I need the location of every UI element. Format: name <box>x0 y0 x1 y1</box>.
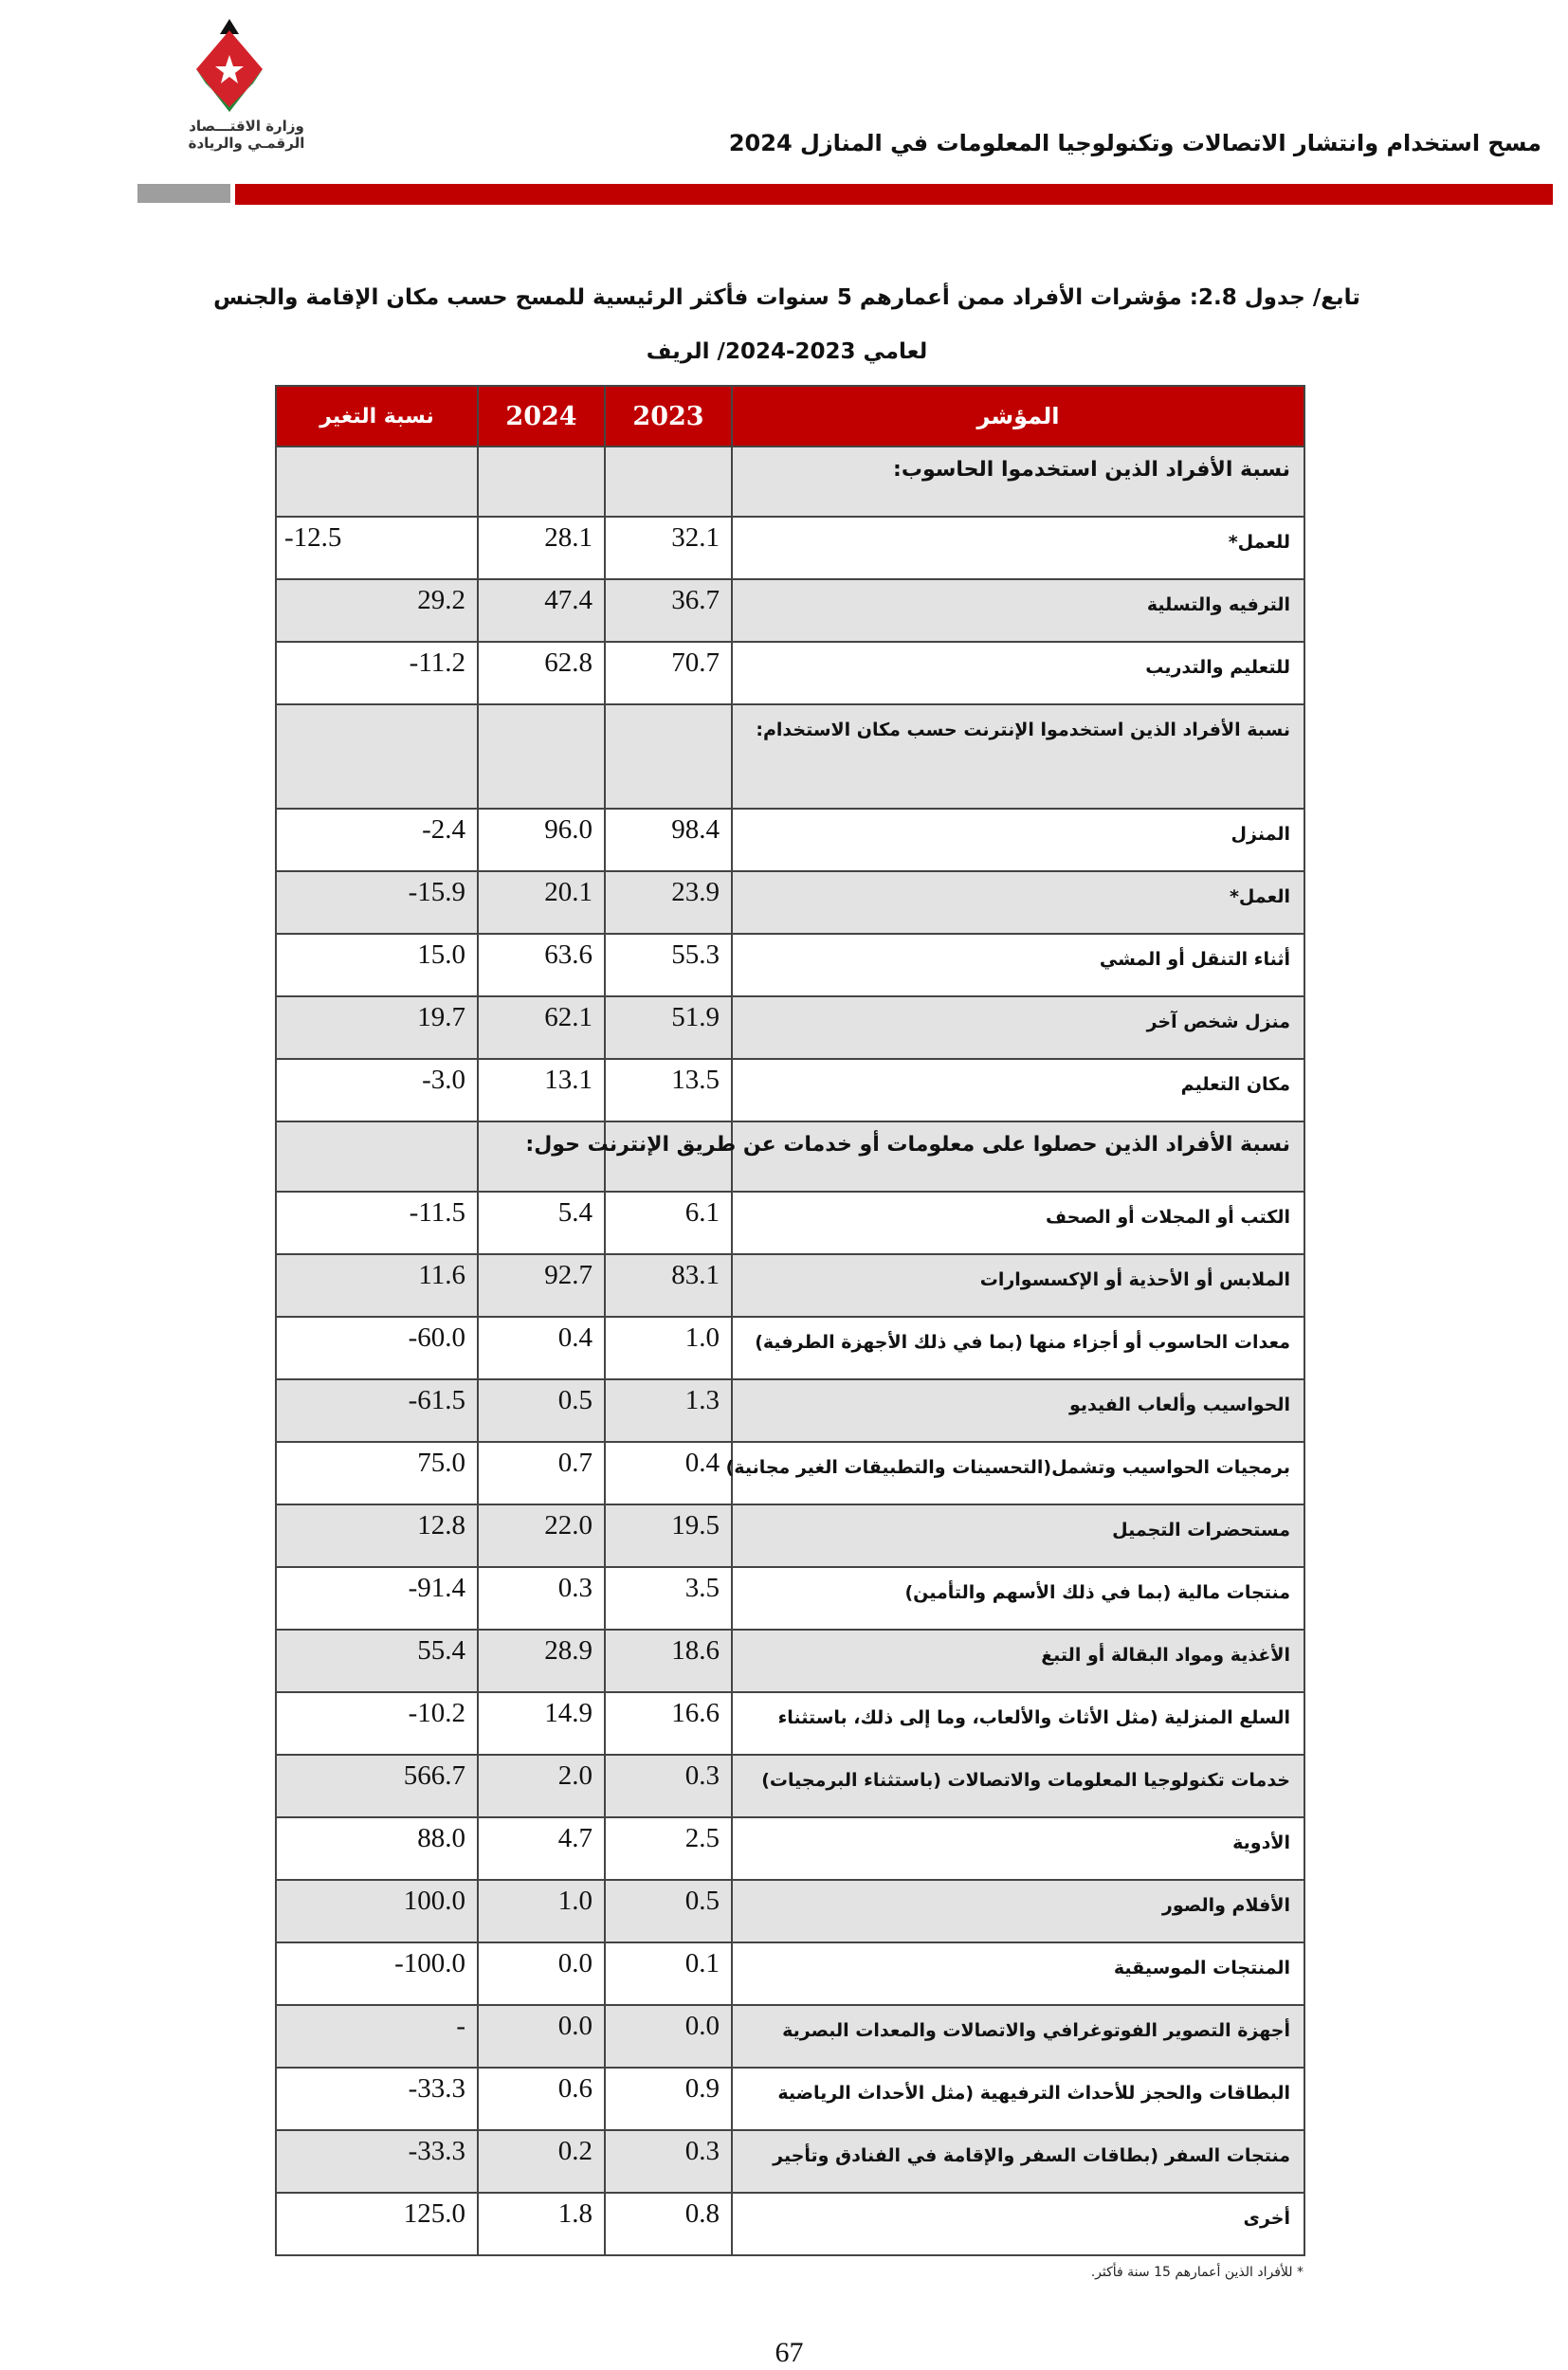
change-percent: -10.2 <box>276 1692 478 1755</box>
change-percent: -91.4 <box>276 1567 478 1630</box>
ministry-logo <box>185 17 313 112</box>
value-2024: 0.5 <box>478 1379 605 1442</box>
indicator-label: السلع المنزلية (مثل الأثاث والألعاب، وما إلى ذلك، باستثناء <box>732 1692 1304 1755</box>
indicator-label: معدات الحاسوب أو أجزاء منها (بما في ذلك الأجهزة الطرفية) <box>732 1317 1304 1379</box>
section-label: نسبة الأفراد الذين استخدموا الحاسوب: <box>732 447 1304 517</box>
value-2024 <box>478 447 605 517</box>
change-percent: -61.5 <box>276 1379 478 1442</box>
value-2024: 1.8 <box>478 2193 605 2255</box>
value-2024: 28.9 <box>478 1630 605 1692</box>
value-2024 <box>478 704 605 809</box>
value-2023: 18.6 <box>605 1630 732 1692</box>
indicator-label: منزل شخص آخر <box>732 996 1304 1059</box>
value-2023: 0.1 <box>605 1942 732 2005</box>
value-2024: 4.7 <box>478 1817 605 1880</box>
value-2023: 0.9 <box>605 2068 732 2130</box>
value-2023: 36.7 <box>605 579 732 642</box>
indicator-label: منتجات مالية (بما في ذلك الأسهم والتأمين) <box>732 1567 1304 1630</box>
change-percent: -15.9 <box>276 871 478 934</box>
value-2024: 96.0 <box>478 809 605 871</box>
indicators-table <box>275 385 1305 2256</box>
table-row <box>276 1379 1304 1442</box>
table-row <box>276 871 1304 934</box>
change-percent: -12.5 <box>276 517 478 579</box>
change-percent: -100.0 <box>276 1942 478 2005</box>
indicator-label: الملابس أو الأحذية أو الإكسسوارات <box>732 1254 1304 1317</box>
value-2024: 5.4 <box>478 1192 605 1254</box>
indicator-label: الكتب أو المجلات أو الصحف <box>732 1192 1304 1254</box>
value-2023: 13.5 <box>605 1059 732 1121</box>
value-2023: 51.9 <box>605 996 732 1059</box>
change-percent: -33.3 <box>276 2130 478 2193</box>
value-2023: 1.3 <box>605 1379 732 1442</box>
indicator-label: الأفلام والصور <box>732 1880 1304 1942</box>
value-2023: 0.5 <box>605 1880 732 1942</box>
table-title-line2: لعامي 2023-2024/ الريف <box>646 339 928 364</box>
change-percent: 125.0 <box>276 2193 478 2255</box>
value-2024: 62.1 <box>478 996 605 1059</box>
column-header-2023: 2023 <box>605 386 732 447</box>
change-percent: 75.0 <box>276 1442 478 1504</box>
table-row <box>276 1504 1304 1567</box>
document-title: مسح استخدام وانتشار الاتصالات وتكنولوجيا المعلومات في المنازل 2024 <box>728 130 1541 156</box>
value-2024: 0.6 <box>478 2068 605 2130</box>
value-2024: 0.0 <box>478 2005 605 2068</box>
value-2024: 0.4 <box>478 1317 605 1379</box>
change-percent: 100.0 <box>276 1880 478 1942</box>
section-label: نسبة الأفراد الذين حصلوا على معلومات أو خدمات عن طريق الإنترنت حول: <box>732 1121 1304 1192</box>
table-section-row <box>276 1121 1304 1192</box>
page-number: 67 <box>775 2337 804 2368</box>
table-row <box>276 1630 1304 1692</box>
value-2023: 2.5 <box>605 1817 732 1880</box>
value-2024: 63.6 <box>478 934 605 996</box>
change-percent: 29.2 <box>276 579 478 642</box>
table-header-row <box>276 386 1304 447</box>
table-row <box>276 934 1304 996</box>
value-2023: 0.3 <box>605 2130 732 2193</box>
table-row <box>276 809 1304 871</box>
value-2023: 70.7 <box>605 642 732 704</box>
change-percent: -3.0 <box>276 1059 478 1121</box>
value-2023: 16.6 <box>605 1692 732 1755</box>
table-row <box>276 996 1304 1059</box>
value-2024: 13.1 <box>478 1059 605 1121</box>
value-2023: 1.0 <box>605 1317 732 1379</box>
indicator-label: المنزل <box>732 809 1304 871</box>
value-2023: 0.8 <box>605 2193 732 2255</box>
change-percent: -33.3 <box>276 2068 478 2130</box>
value-2023: 83.1 <box>605 1254 732 1317</box>
value-2024: 2.0 <box>478 1755 605 1817</box>
indicator-label: الحواسيب وألعاب الفيديو <box>732 1379 1304 1442</box>
table-row <box>276 2005 1304 2068</box>
change-percent: -11.5 <box>276 1192 478 1254</box>
value-2023: 3.5 <box>605 1567 732 1630</box>
table-row <box>276 1567 1304 1630</box>
table-row <box>276 1254 1304 1317</box>
change-percent: 88.0 <box>276 1817 478 1880</box>
change-percent <box>276 447 478 517</box>
change-percent <box>276 704 478 809</box>
value-2023: 32.1 <box>605 517 732 579</box>
table-row <box>276 1442 1304 1504</box>
table-row <box>276 1692 1304 1755</box>
indicator-label: للعمل* <box>732 517 1304 579</box>
value-2023: 0.3 <box>605 1755 732 1817</box>
change-percent: 11.6 <box>276 1254 478 1317</box>
indicator-label: خدمات تكنولوجيا المعلومات والاتصالات (باستثناء البرمجيات) <box>732 1755 1304 1817</box>
value-2023 <box>605 447 732 517</box>
value-2023: 0.4 <box>605 1442 732 1504</box>
value-2024: 0.0 <box>478 1942 605 2005</box>
footnote: * للأفراد الذين أعمارهم 15 سنة فأكثر. <box>1090 2265 1304 2280</box>
indicator-label: البطاقات والحجز للأحداث الترفيهية (مثل الأحداث الرياضية <box>732 2068 1304 2130</box>
indicator-label: مكان التعليم <box>732 1059 1304 1121</box>
logo-text-line1: وزارة الاقتـــصاد <box>189 118 304 135</box>
table-section-row <box>276 704 1304 809</box>
change-percent: 15.0 <box>276 934 478 996</box>
change-percent: 12.8 <box>276 1504 478 1567</box>
table-row <box>276 1880 1304 1942</box>
value-2024: 28.1 <box>478 517 605 579</box>
indicator-label: أجهزة التصوير الفوتوغرافي والاتصالات والمعدات البصرية <box>732 2005 1304 2068</box>
table-row <box>276 2193 1304 2255</box>
value-2023: 0.0 <box>605 2005 732 2068</box>
indicator-label: أثناء التنقل أو المشي <box>732 934 1304 996</box>
indicator-label: الأدوية <box>732 1817 1304 1880</box>
change-percent: 55.4 <box>276 1630 478 1692</box>
indicator-label: مستحضرات التجميل <box>732 1504 1304 1567</box>
value-2024: 22.0 <box>478 1504 605 1567</box>
value-2024: 20.1 <box>478 871 605 934</box>
indicator-label: الترفيه والتسلية <box>732 579 1304 642</box>
logo-text-line2: الرقمـي والريادة <box>188 135 305 152</box>
value-2024: 14.9 <box>478 1692 605 1755</box>
value-2023: 19.5 <box>605 1504 732 1567</box>
change-percent <box>276 1121 478 1192</box>
header-grey-bar <box>137 184 230 203</box>
value-2023: 98.4 <box>605 809 732 871</box>
value-2024: 62.8 <box>478 642 605 704</box>
table-row <box>276 517 1304 579</box>
table-row <box>276 642 1304 704</box>
section-label: نسبة الأفراد الذين استخدموا الإنترنت حسب مكان الاستخدام: <box>732 704 1304 809</box>
value-2024: 47.4 <box>478 579 605 642</box>
table-row <box>276 1059 1304 1121</box>
indicator-label: الأغذية ومواد البقالة أو التبغ <box>732 1630 1304 1692</box>
column-header-change: نسبة التغير <box>276 386 478 447</box>
indicator-label: برمجيات الحواسيب وتشمل(التحسينات والتطبيقات الغير مجانية) <box>732 1442 1304 1504</box>
change-percent: -11.2 <box>276 642 478 704</box>
table-row <box>276 1942 1304 2005</box>
value-2024: 0.2 <box>478 2130 605 2193</box>
value-2024: 1.0 <box>478 1880 605 1942</box>
table-row <box>276 1317 1304 1379</box>
table-row <box>276 1192 1304 1254</box>
table-row <box>276 1817 1304 1880</box>
indicator-label: المنتجات الموسيقية <box>732 1942 1304 2005</box>
indicator-label: للتعليم والتدريب <box>732 642 1304 704</box>
header-red-bar <box>235 184 1553 205</box>
column-header-2024: 2024 <box>478 386 605 447</box>
ministry-logo-text <box>180 118 313 152</box>
table-row <box>276 2068 1304 2130</box>
table-row <box>276 1755 1304 1817</box>
value-2023: 55.3 <box>605 934 732 996</box>
indicator-label: منتجات السفر (بطاقات السفر والإقامة في الفنادق وتأجير <box>732 2130 1304 2193</box>
value-2023: 6.1 <box>605 1192 732 1254</box>
change-percent: -2.4 <box>276 809 478 871</box>
change-percent: 19.7 <box>276 996 478 1059</box>
table-section-row <box>276 447 1304 517</box>
value-2023: 23.9 <box>605 871 732 934</box>
value-2024: 92.7 <box>478 1254 605 1317</box>
table-row <box>276 2130 1304 2193</box>
value-2024: 0.3 <box>478 1567 605 1630</box>
change-percent: - <box>276 2005 478 2068</box>
column-header-indicator: المؤشر <box>732 386 1304 447</box>
value-2023 <box>605 704 732 809</box>
change-percent: -60.0 <box>276 1317 478 1379</box>
table-title-line1: تابع/ جدول 2.8: مؤشرات الأفراد ممن أعمارهم 5 سنوات فأكثر الرئيسية للمسح حسب مكان الإقامة والجنس <box>213 285 1360 310</box>
table-row <box>276 579 1304 642</box>
indicator-label: أخرى <box>732 2193 1304 2255</box>
indicator-label: العمل* <box>732 871 1304 934</box>
value-2024: 0.7 <box>478 1442 605 1504</box>
change-percent: 566.7 <box>276 1755 478 1817</box>
table-area <box>275 385 1304 2370</box>
